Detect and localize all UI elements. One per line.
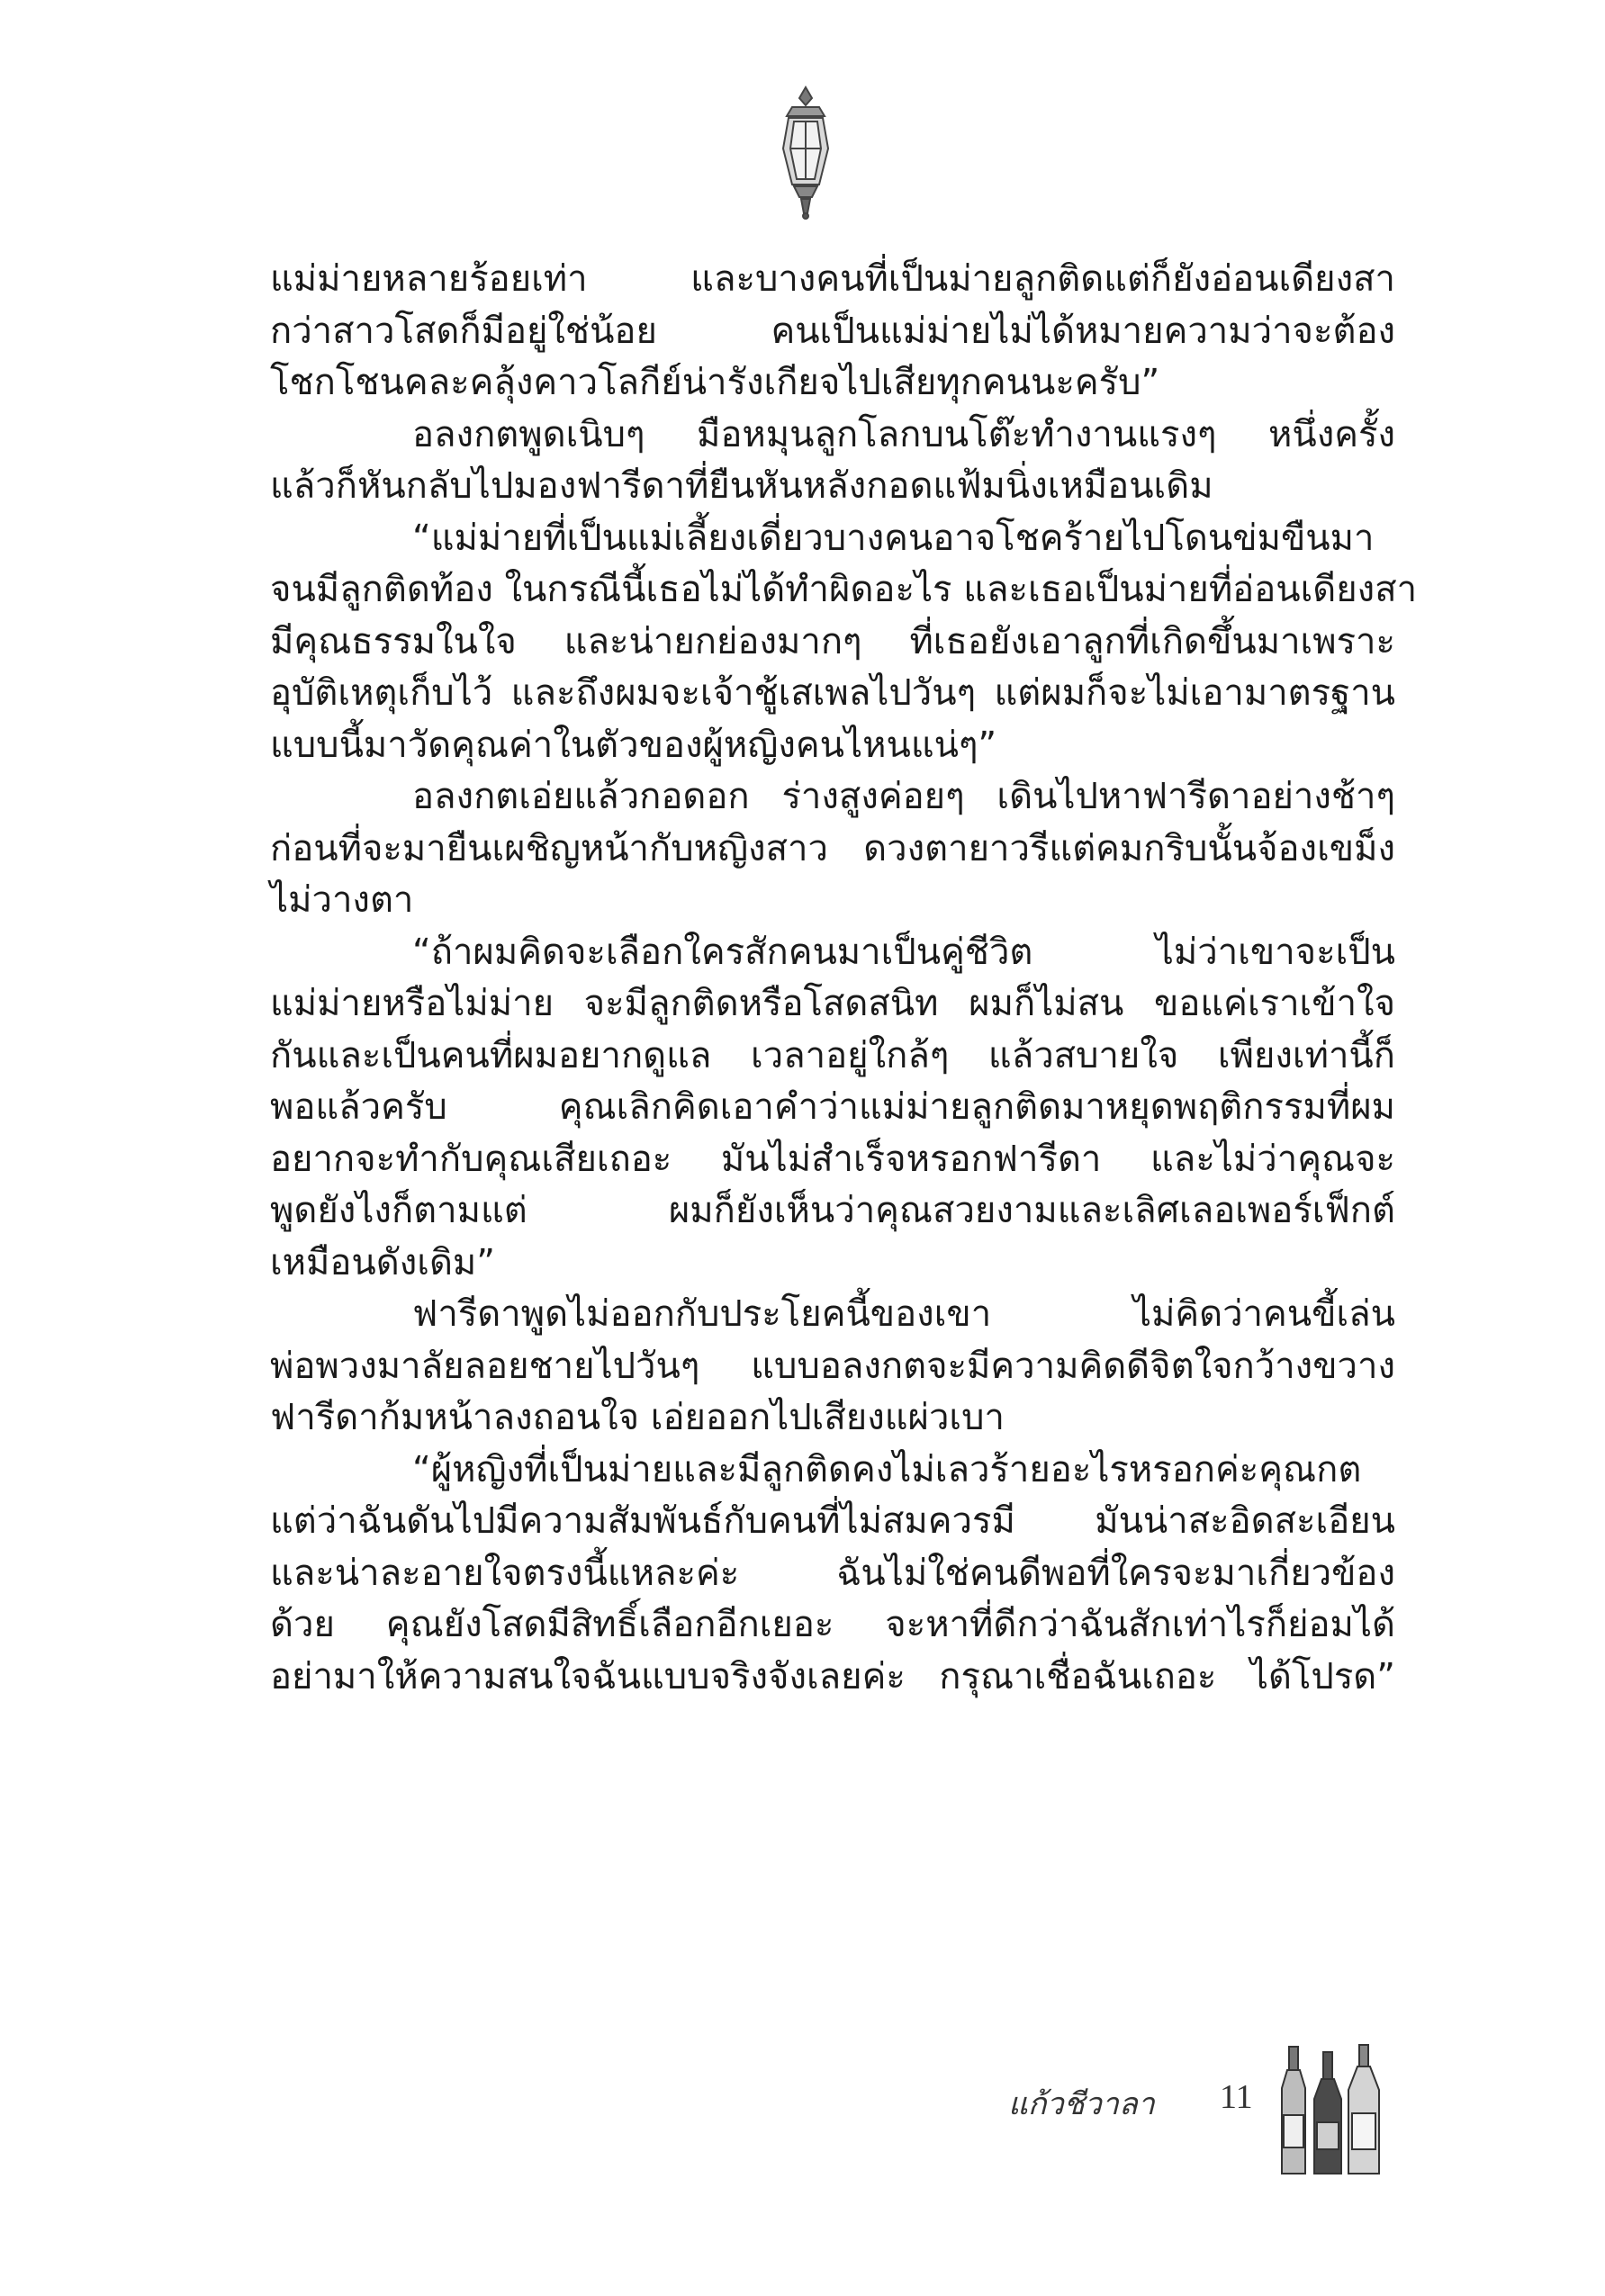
text-line: แบบนี้มาวัดคุณค่าในตัวของผู้หญิงคนไหนแน่ๆ” [270,724,997,766]
text-line: และน่าละอายใจตรงนี้แหละค่ะ ฉันไม่ใช่คนดีพอที่ใครจะมาเกี่ยวข้อง [270,1552,1395,1594]
text-line: ไม่วางตา [270,879,414,921]
text-line: ฟารีดาพูดไม่ออกกับประโยคนี้ของเขา ไม่คิดว่าคนขี้เล่น [412,1293,1395,1335]
text-line: โชกโชนคละคลุ้งคาวโลกีย์น่ารังเกียจไปเสียทุกคนนะครับ” [270,362,1160,403]
text-line: “ผู้หญิงที่เป็นม่ายและมีลูกติดคงไม่เลวร้ายอะไรหรอกค่ะคุณกต [412,1448,1362,1490]
text-line: แม่ม่ายหรือไม่ม่าย จะมีลูกติดหรือโสดสนิท ผมก็ไม่สน ขอแค่เราเข้าใจ [270,983,1395,1024]
text-line: กันและเป็นคนที่ผมอยากดูแล เวลาอยู่ใกล้ๆ แล้วสบายใจ เพียงเท่านี้ก็ [270,1034,1395,1076]
text-line: อุบัติเหตุเก็บไว้ และถึงผมจะเจ้าชู้เสเพลไปวันๆ แต่ผมก็จะไม่เอามาตรฐาน [270,672,1395,714]
text-line: พอแล้วครับ คุณเลิกคิดเอาคำว่าแม่ม่ายลูกติดมาหยุดพฤติกรรมที่ผม [270,1086,1395,1128]
text-line: แม่ม่ายหลายร้อยเท่า และบางคนที่เป็นม่ายลูกติดแต่ก็ยังอ่อนเดียงสา [270,258,1395,300]
text-line: พ่อพวงมาลัยลอยชายไปวันๆ แบบอลงกตจะมีความคิดดีจิตใจกว้างขวาง [270,1345,1395,1387]
text-line: จนมีลูกติดท้อง ในกรณีนี้เธอไม่ได้ทำผิดอะไร และเธอเป็นม่ายที่อ่อนเดียงสา [270,569,1418,610]
text-line: แล้วก็หันกลับไปมองฟารีดาที่ยืนหันหลังกอดแฟ้มนิ่งเหมือนเดิม [270,465,1213,507]
page-footer [1008,2043,1386,2178]
body-text [270,254,1418,1703]
text-line: พูดยังไงก็ตามแต่ ผมก็ยังเห็นว่าคุณสวยงามและเลิศเลอเพอร์เฟ็กต์ [270,1190,1395,1231]
text-line: อยากจะทำกับคุณเสียเถอะ มันไม่สำเร็จหรอกฟารีดา และไม่ว่าคุณจะ [270,1138,1395,1180]
text-line: “แม่ม่ายที่เป็นแม่เลี้ยงเดี่ยวบางคนอาจโชคร้ายไปโดนข่มขืนมา [412,517,1375,559]
text-line: “ถ้าผมคิดจะเลือกใครสักคนมาเป็นคู่ชีวิต ไม่ว่าเขาจะเป็น [412,931,1395,973]
text-line: อลงกตเอ่ยแล้วกอดอก ร่างสูงค่อยๆ เดินไปหาฟารีดาอย่างช้าๆ [412,776,1395,817]
text-line: แต่ว่าฉันดันไปมีความสัมพันธ์กับคนที่ไม่สมควรมี มันน่าสะอิดสะเอียน [270,1500,1395,1542]
text-line: เหมือนดังเดิม” [270,1241,496,1283]
text-line: ด้วย คุณยังโสดมีสิทธิ์เลือกอีกเยอะ จะหาที่ดีกว่าฉันสักเท่าไรก็ย่อมได้ [270,1604,1395,1645]
running-title: แก้วชีวาลา [1008,2086,1155,2122]
lantern-icon [765,86,846,221]
text-line: กว่าสาวโสดก็มีอยู่ใช่น้อย คนเป็นแม่ม่ายไม่ได้หมายความว่าจะต้อง [270,310,1395,352]
text-line: ก่อนที่จะมายืนเผชิญหน้ากับหญิงสาว ดวงตายาวรีแต่คมกริบนั้นจ้องเขม็ง [270,827,1395,869]
page-number: 11 [1220,2078,1253,2116]
text-line: ฟารีดาก้มหน้าลงถอนใจ เอ่ยออกไปเสียงแผ่วเบา [270,1397,1005,1438]
bottles-icon [1278,2043,1386,2178]
text-line: อลงกตพูดเนิบๆ มือหมุนลูกโลกบนโต๊ะทำงานแรงๆ หนึ่งครั้ง [412,413,1395,455]
text-line: มีคุณธรรมในใจ และน่ายกย่องมากๆ ที่เธอยังเอาลูกที่เกิดขึ้นมาเพราะ [270,620,1395,662]
text-line: อย่ามาให้ความสนใจฉันแบบจริงจังเลยค่ะ กรุณาเชื่อฉันเถอะ ได้โปรด” [270,1655,1395,1697]
